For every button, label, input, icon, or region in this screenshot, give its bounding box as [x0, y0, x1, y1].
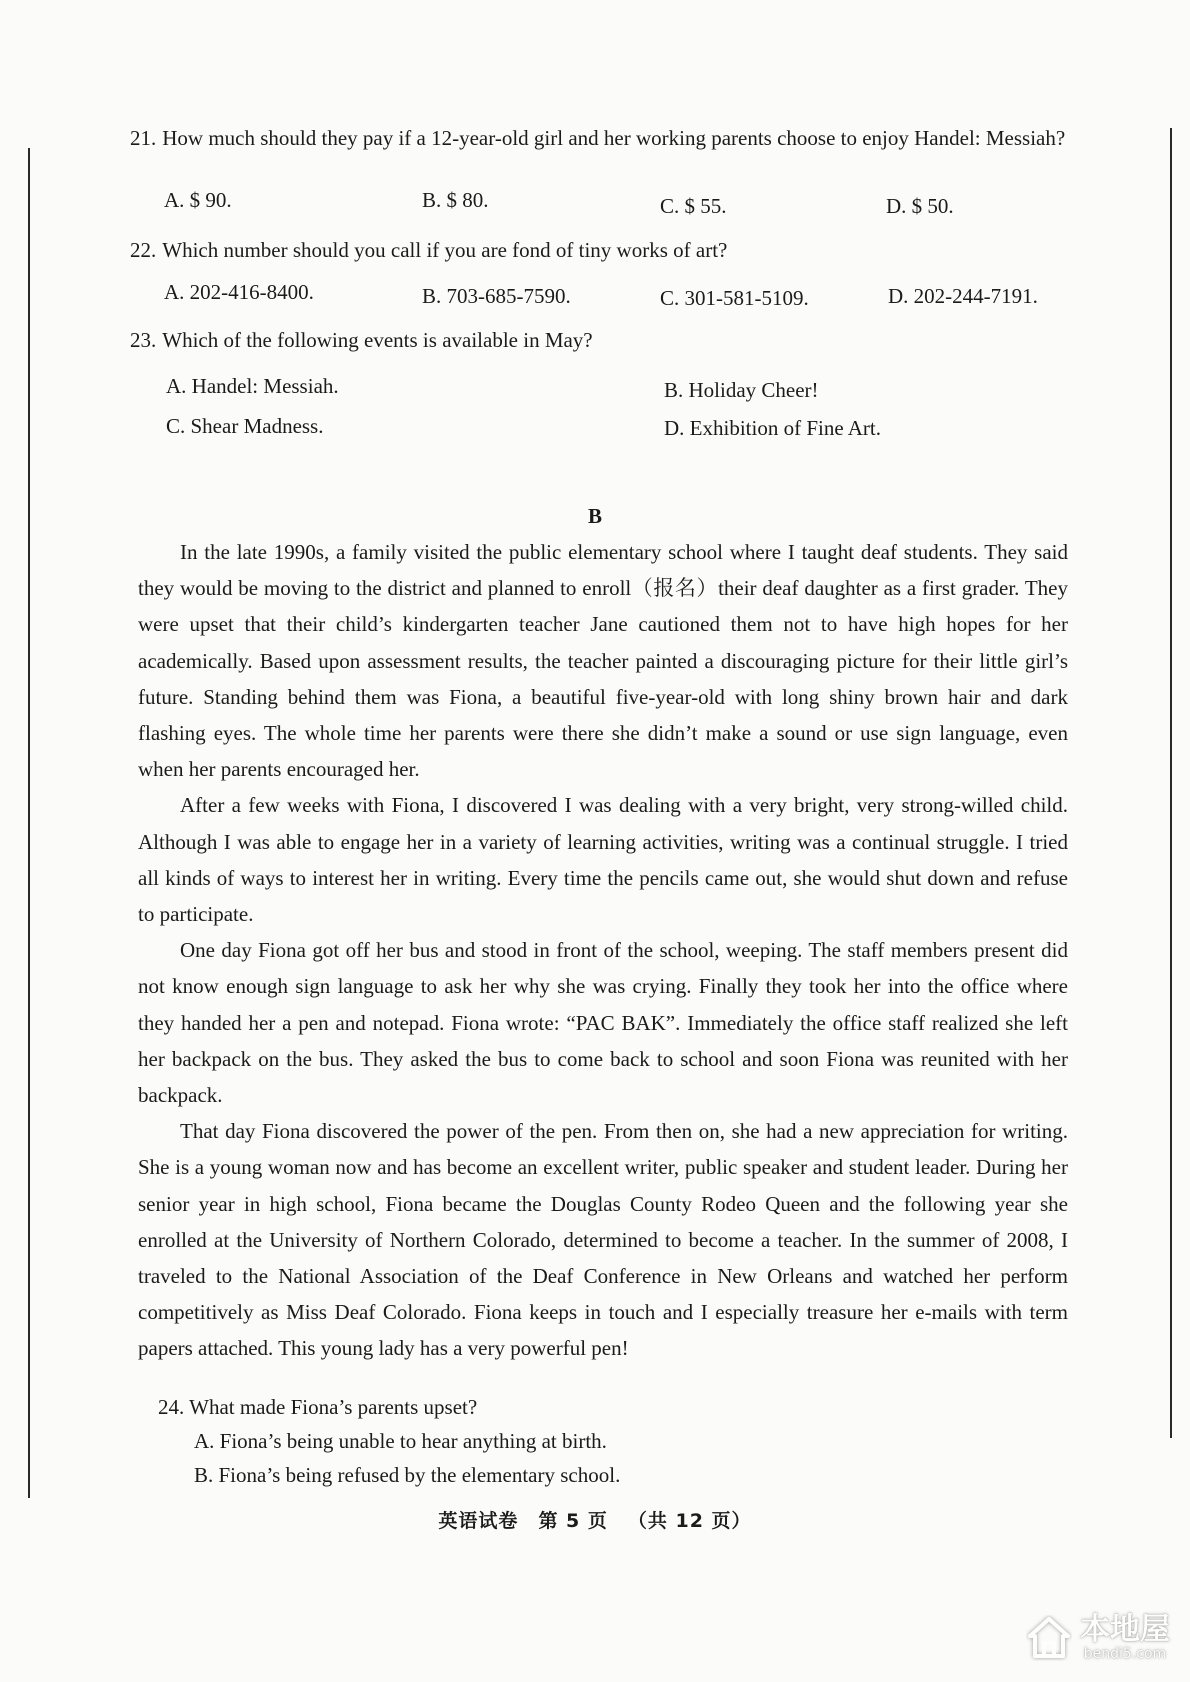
passage-paragraph: After a few weeks with Fiona, I discovered I was dealing with a very bright, very strong-willed child. Although I was able to engage her in a variety of learning activities, writing was a continual struggle. I tried all kinds of ways to interest her in writing. Every time the pencils came out, she would shut down and refuse to participate.: [138, 793, 1068, 927]
site-watermark: [1026, 1614, 1170, 1662]
question-22: [130, 236, 1070, 264]
passage-paragraph: One day Fiona got off her bus and stood in front of the school, weeping. The staff members present did not know enough sign language to ask her why she was crying. Finally they took her into the office where they handed her a pen and notepad. Fiona wrote: “PAC BAK”. Immediately the office staff realized she left her backpack on the bus. They asked the bus to come back to school and soon Fiona was reunited with her backpack.: [138, 938, 1068, 1108]
question-text: Which of the following events is available in May?: [162, 328, 593, 352]
reading-passage: [138, 534, 1068, 1367]
option-22-a: A. 202-416-8400.: [164, 280, 314, 304]
footer-page-number: 第 5 页: [538, 1510, 608, 1532]
question-text: 24. What made Fiona’s parents upset?: [158, 1395, 478, 1419]
question-23: [130, 326, 1070, 354]
question-text: How much should they pay if a 12-year-old girl and her working parents choose to enjoy Handel: Messiah?: [162, 126, 1066, 150]
question-number: 22.: [130, 238, 157, 262]
passage-paragraph: That day Fiona discovered the power of the pen. From then on, she had a new appreciation for writing. She is a young woman now and has become an excellent writer, public speaker and student leader. During her senior year in high school, Fiona became the Douglas County Rodeo Queen and the following year she enrolled at the University of Northern Colorado, determined to become a teacher. In the summer of 2008, I traveled to the National Association of the Deaf Conference in New Orleans and watched her perform competitively as Miss Deaf Colorado. Fiona keeps in touch and I especially treasure her e-mails with term papers attached. This young lady has a very powerful pen!: [138, 1119, 1068, 1361]
option-21-d: D. $ 50.: [886, 194, 954, 218]
option-24-b: B. Fiona’s being refused by the elementary school.: [194, 1463, 621, 1487]
watermark-url: bendi5.com: [1083, 1646, 1167, 1662]
option-22-d: D. 202-244-7191.: [888, 284, 1038, 308]
footer-total-pages: （共 12 页）: [627, 1510, 752, 1532]
question-number: 23.: [130, 328, 157, 352]
option-22-c: C. 301-581-5109.: [660, 286, 809, 310]
footer-subject: 英语试卷: [438, 1510, 519, 1532]
option-21-a: A. $ 90.: [164, 188, 232, 212]
question-number: 21.: [130, 126, 157, 150]
question-text: Which number should you call if you are fond of tiny works of art?: [162, 238, 728, 262]
option-21-c: C. $ 55.: [660, 194, 727, 218]
option-21-b: B. $ 80.: [422, 188, 489, 212]
option-23-a: A. Handel: Messiah.: [166, 374, 339, 398]
option-22-b: B. 703-685-7590.: [422, 284, 571, 308]
watermark-brand: 本地屋: [1080, 1612, 1170, 1647]
passage-paragraph: In the late 1990s, a family visited the public elementary school where I taught deaf students. They said they would be moving to the district and planned to enroll（报名）their deaf daughter as a first grader. They were upset that their child’s kindergarten teacher Jane cautioned them not to have high hopes for her academically. Based upon assessment results, the teacher painted a discouraging picture for their little girl’s future. Standing behind them was Fiona, a beautiful five-year-old with long shiny brown hair and dark flashing eyes. The whole time her parents were there she didn’t make a sound or use sign language, even when her parents encouraged her.: [138, 540, 1068, 782]
house-icon: [1026, 1615, 1072, 1661]
right-margin-line: [1170, 128, 1172, 1438]
left-margin-line: [28, 148, 30, 1498]
option-23-b: B. Holiday Cheer!: [664, 378, 819, 402]
option-24-a: A. Fiona’s being unable to hear anything at birth.: [194, 1429, 607, 1453]
question-24: [158, 1390, 1038, 1492]
page-footer: [0, 1506, 1190, 1533]
watermark-text: [1080, 1614, 1170, 1662]
option-23-d: D. Exhibition of Fine Art.: [664, 416, 881, 440]
section-title: B: [587, 504, 602, 528]
option-23-c: C. Shear Madness.: [166, 414, 324, 438]
question-21: [130, 124, 1070, 152]
